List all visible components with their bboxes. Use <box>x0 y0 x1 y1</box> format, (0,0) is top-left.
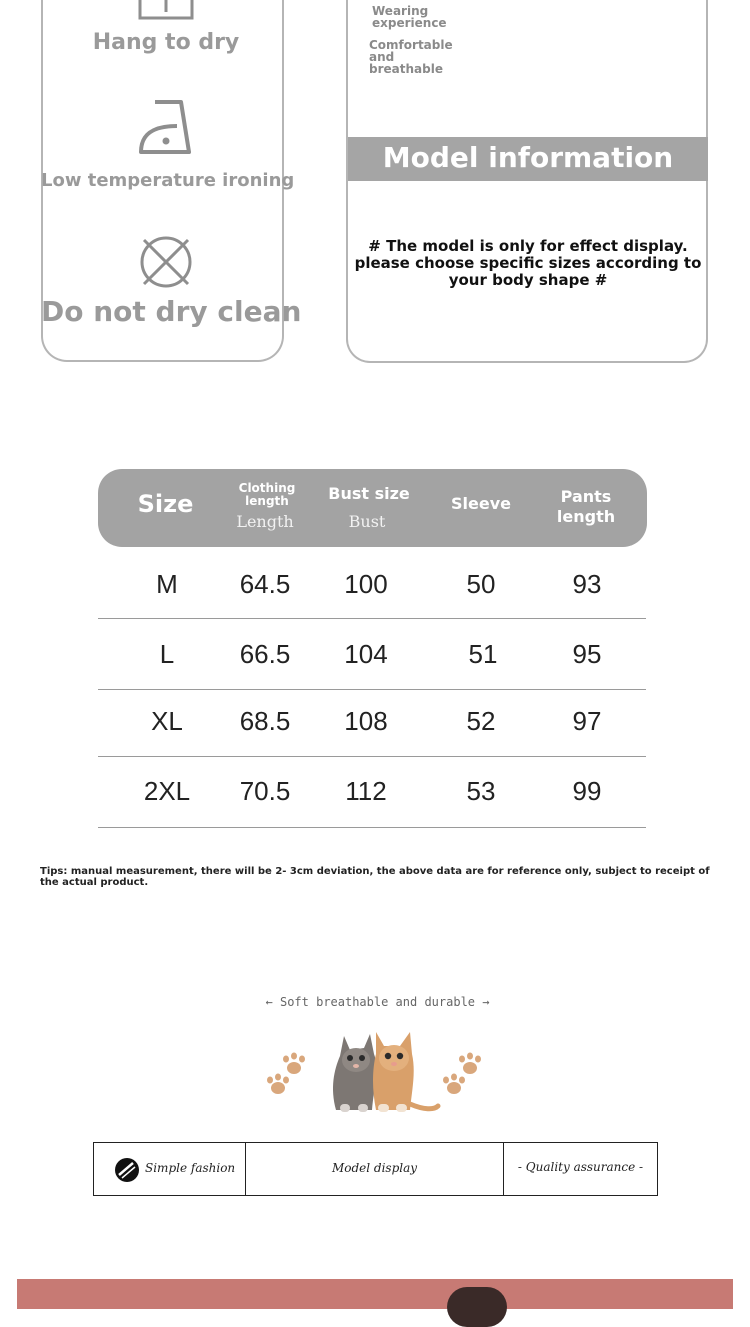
size-cell: 97 <box>572 706 602 736</box>
brand-logo-icon <box>114 1157 140 1183</box>
table-row-divider <box>98 618 646 619</box>
care-label-hang-dry: Hang to dry <box>92 30 240 55</box>
cats-illustration <box>264 1026 486 1118</box>
size-cell: 95 <box>572 639 602 669</box>
model-info-note: # The model is only for effect display. please choose specific sizes according to your body shape # <box>354 237 702 289</box>
size-cell: 68.5 <box>239 706 291 736</box>
size-cell: 2XL <box>143 776 191 806</box>
size-cell: 52 <box>466 706 496 736</box>
model-display-label: Model display <box>331 1161 418 1175</box>
size-cell: M <box>156 569 178 599</box>
hang-dry-icon <box>138 0 196 20</box>
size-cell: 50 <box>466 569 496 599</box>
size-cell: 51 <box>468 639 498 669</box>
size-cell: 108 <box>344 706 388 736</box>
size-cell: 70.5 <box>239 776 291 806</box>
size-cell: 99 <box>572 776 602 806</box>
header-bust-size-sub: Bust <box>348 512 386 531</box>
care-label-no-dry-clean: Do not dry clean <box>41 295 302 328</box>
header-sleeve: Sleeve <box>451 494 511 513</box>
size-cell: L <box>159 639 175 669</box>
header-clothing-length-sub: Length <box>236 512 294 531</box>
paw-print-icon <box>267 1053 305 1095</box>
quality-assurance-label: - Quality assurance - <box>517 1160 644 1174</box>
model-hair <box>447 1287 507 1327</box>
header-bust-size: Bust size <box>328 484 410 503</box>
no-dry-clean-icon <box>138 234 194 290</box>
model-info-title: Model information <box>348 137 708 181</box>
feature-comfortable-breathable: Comfortable and breathable <box>369 38 453 76</box>
grey-kitten-icon <box>333 1034 377 1112</box>
size-cell: 64.5 <box>239 569 291 599</box>
model-photo-top-edge <box>17 1279 733 1309</box>
table-row-divider <box>98 689 646 690</box>
header-pants-length: Pants length <box>556 487 616 526</box>
size-cell: 112 <box>345 776 387 806</box>
size-cell: 93 <box>572 569 602 599</box>
tagline: ← Soft breathable and durable → <box>265 995 490 1009</box>
low-temp-iron-icon <box>137 98 195 156</box>
table-row-divider <box>98 756 646 757</box>
care-label-low-temp-ironing: Low temperature ironing <box>41 170 295 191</box>
orange-kitten-icon <box>373 1032 438 1112</box>
header-clothing-length: Clothing length <box>238 481 296 508</box>
size-cell: 53 <box>466 776 496 806</box>
header-size: Size <box>137 490 194 518</box>
measurement-tips: Tips: manual measurement, there will be 2- 3cm deviation, the above data are for reference only, subject to receipt of the actual product. <box>40 866 710 888</box>
table-row-divider <box>98 827 646 828</box>
brand-name: Simple fashion <box>145 1161 236 1175</box>
size-cell: XL <box>151 706 183 736</box>
size-cell: 66.5 <box>239 639 291 669</box>
feature-wearing-experience: Wearing experience <box>372 4 447 30</box>
size-cell: 100 <box>344 569 388 599</box>
paw-print-icon <box>443 1053 481 1095</box>
size-cell: 104 <box>344 639 388 669</box>
